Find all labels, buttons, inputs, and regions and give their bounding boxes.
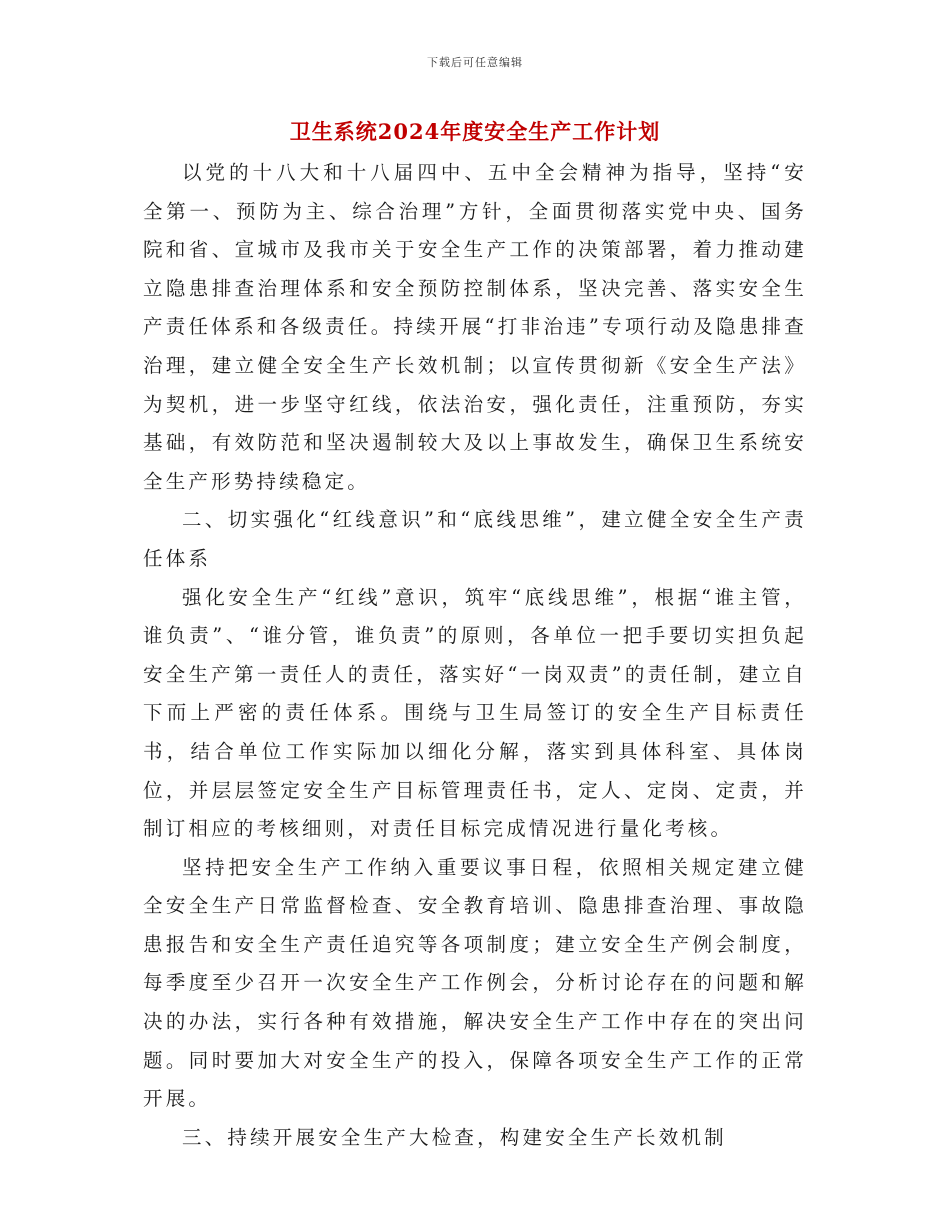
section-heading-3: 三、持续开展安全生产大检查，构建安全生产长效机制 xyxy=(182,1125,727,1149)
paragraph-agenda-system: 坚持把安全生产工作纳入重要议事日程，依照相关规定建立健全安全生产日常监督检查、安全教育培训、隐患排查治理、事故隐患报告和安全生产责任追究等各项制度；建立安全生产例会制度，每季度至少召开一次安全生产工作例会，分析讨论存在的问题和解决的办法，实行各种有效措施，解决安全生产工作中存在的突出问题。同时要加大对安全生产的投入，保障各项安全生产工作的正常开展。 xyxy=(143,855,807,1111)
document-title: 卫生系统2024年度安全生产工作计划 xyxy=(289,119,661,144)
paragraph-guiding-principles: 以党的十八大和十八届四中、五中全会精神为指导，坚持“安全第一、预防为主、综合治理”方针，全面贯彻落实党中央、国务院和省、宣城市及我市关于安全生产工作的决策部署，着力推动建立隐患排查治理体系和安全预防控制体系，坚决完善、落实安全生产责任体系和各级责任。持续开展“打非治违”专项行动及隐患排查治理，建立健全安全生产长效机制；以宣传贯彻新《安全生产法》为契机，进一步坚守红线，依法治安，强化责任，注重预防，夯实基础，有效防范和坚决遏制较大及以上事故发生，确保卫生系统安全生产形势持续稳定。 xyxy=(143,161,807,493)
document-body xyxy=(143,154,807,1157)
paragraph-responsibility-system: 强化安全生产“红线”意识，筑牢“底线思维”，根据“谁主管，谁负责”、“谁分管，谁负责”的原则，各单位一把手要切实担负起安全生产第一责任人的责任，落实好“一岗双责”的责任制，建立自下而上严密的责任体系。围绕与卫生局签订的安全生产目标责任书，结合单位工作实际加以细化分解，落实到具体科室、具体岗位，并层层签定安全生产目标管理责任书，定人、定岗、定责，并制订相应的考核细则，对责任目标完成情况进行量化考核。 xyxy=(143,585,807,841)
section-heading-2: 二、切实强化“红线意识”和“底线思维”，建立健全安全生产责任体系 xyxy=(143,508,807,570)
header-note: 下载后可任意编辑 xyxy=(427,56,523,69)
